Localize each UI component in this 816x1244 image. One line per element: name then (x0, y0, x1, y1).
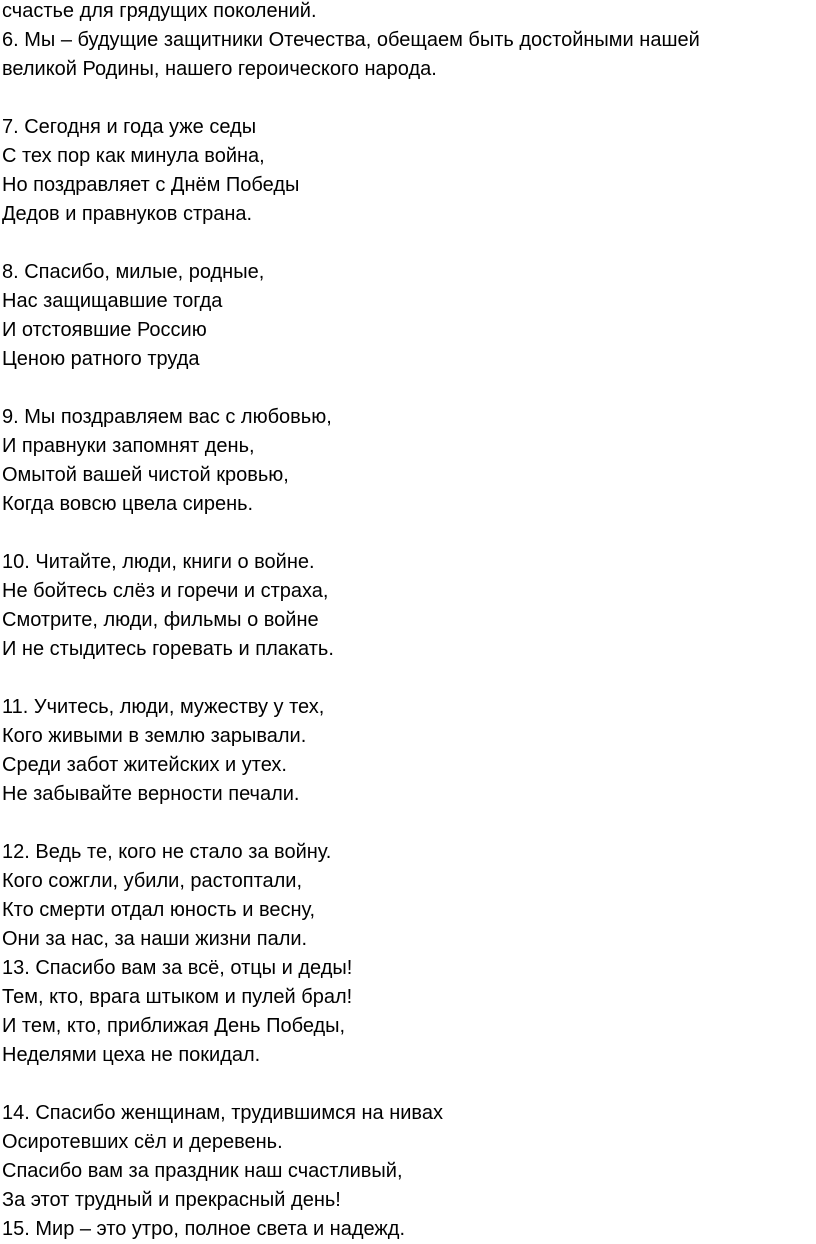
text-line: Омытой вашей чистой кровью, (2, 464, 289, 486)
text-line: Среди забот житейских и утех. (2, 754, 287, 776)
text-line: Осиротевших сёл и деревень. (2, 1131, 283, 1153)
text-line: 6. Мы – будущие защитники Отечества, обещаем быть достойными нашей (2, 29, 700, 51)
text-line: Кого сожгли, убили, растоптали, (2, 870, 303, 892)
blank-line (2, 229, 816, 258)
text-line: И правнуки запомнят день, (2, 435, 255, 457)
text-line: Неделями цеха не покидал. (2, 1044, 261, 1066)
text-line: 14. Спасибо женщинам, трудившимся на нивах (2, 1102, 443, 1124)
text-line: 8. Спасибо, милые, родные, (2, 261, 265, 283)
text-line: Ценою ратного труда (2, 348, 200, 370)
text-line: Они за нас, за наши жизни пали. (2, 928, 308, 950)
blank-line (2, 1070, 816, 1099)
text-line: Кто смерти отдал юность и весну, (2, 899, 316, 921)
text-line: С тех пор как минула война, (2, 145, 265, 167)
text-line: Спасибо вам за праздник наш счастливый, (2, 1160, 403, 1182)
text-line: 15. Мир – это утро, полное света и надежд. (2, 1218, 406, 1240)
text-line: Тем, кто, врага штыком и пулей брал! (2, 986, 353, 1008)
text-line: И отстоявшие Россию (2, 319, 207, 341)
text-line: Но поздравляет с Днём Победы (2, 174, 300, 196)
text-line: 9. Мы поздравляем вас с любовью, (2, 406, 332, 428)
text-line: Нас защищавшие тогда (2, 290, 223, 312)
text-line: 13. Спасибо вам за всё, отцы и деды! (2, 957, 353, 979)
text-line: За этот трудный и прекрасный день! (2, 1189, 341, 1211)
text-line: 12. Ведь те, кого не стало за войну. (2, 841, 332, 863)
text-line: Не забывайте верности печали. (2, 783, 300, 805)
text-line: 7. Сегодня и года уже седы (2, 116, 257, 138)
text-line: И не стыдитесь горевать и плакать. (2, 638, 334, 660)
text-line: Смотрите, люди, фильмы о войне (2, 609, 319, 631)
text-line: 10. Читайте, люди, книги о войне. (2, 551, 315, 573)
blank-line (2, 664, 816, 693)
text-line: Дедов и правнуков страна. (2, 203, 253, 225)
text-line: И тем, кто, приближая День Победы, (2, 1015, 346, 1037)
text-line: 11. Учитесь, люди, мужеству у тех, (2, 696, 325, 718)
text-line: Не бойтесь слёз и горечи и страха, (2, 580, 329, 602)
blank-line (2, 84, 816, 113)
blank-line (2, 809, 816, 838)
text-line: великой Родины, нашего героического народа. (2, 58, 437, 80)
blank-line (2, 374, 816, 403)
text-line: счастье для грядущих поколений. (2, 0, 317, 22)
text-line: Когда вовсю цвела сирень. (2, 493, 254, 515)
text-line: Кого живыми в землю зарывали. (2, 725, 307, 747)
blank-line (2, 519, 816, 548)
